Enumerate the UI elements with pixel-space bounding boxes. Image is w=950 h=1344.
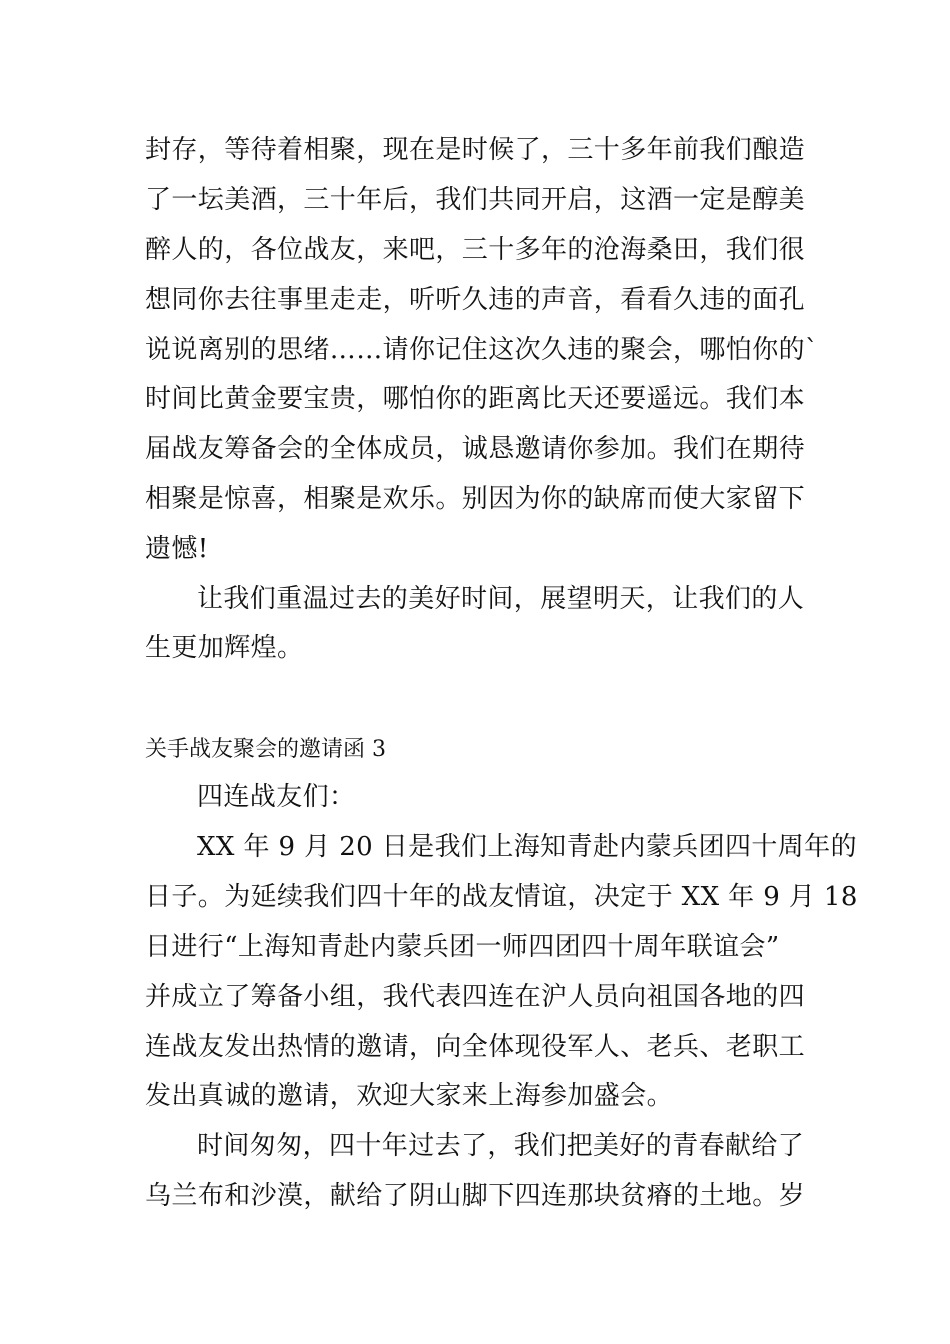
paragraph-line: 时间比黄金要宝贵，哪怕你的距离比天还要遥远。我们本 [145, 384, 806, 414]
paragraph-line: 封存，等待着相聚，现在是时候了，三十多年前我们酿造 [145, 135, 806, 165]
salutation: 四连战友们： [197, 782, 356, 812]
paragraph-line: 乌兰布和沙漠，献给了阴山脚下四连那块贫瘠的土地。岁 [145, 1181, 806, 1211]
paragraph-line: 生更加辉煌。 [145, 633, 304, 663]
paragraph-line: 并成立了筹备小组，我代表四连在沪人员向祖国各地的四 [145, 982, 806, 1012]
paragraph-line: 让我们重温过去的美好时间，展望明天，让我们的人 [197, 584, 805, 614]
paragraph-line: 相聚是惊喜，相聚是欢乐。别因为你的缺席而使大家留下 [145, 484, 806, 514]
paragraph-line: 连战友发出热情的邀请，向全体现役军人、老兵、老职工 [145, 1032, 806, 1062]
paragraph-line: 日子。为延续我们四十年的战友情谊，决定于 XX 年 9 月 18 [145, 882, 858, 912]
paragraph-line: 发出真诚的邀请，欢迎大家来上海参加盛会。 [145, 1081, 674, 1111]
paragraph-line: 想同你去往事里走走，听听久违的声音，看看久违的面孔 [145, 285, 806, 315]
paragraph-line: XX 年 9 月 20 日是我们上海知青赴内蒙兵团四十周年的 [197, 832, 857, 862]
paragraph-line: 遗憾! [145, 534, 209, 564]
paragraph-line: 日进行“上海知青赴内蒙兵团一师四团四十周年联谊会” [145, 932, 780, 962]
paragraph-line: 了一坛美酒，三十年后，我们共同开启，这酒一定是醇美 [145, 185, 806, 215]
section-title: 关手战友聚会的邀请函 3 [145, 737, 386, 762]
paragraph-line: 届战友筹备会的全体成员，诚恳邀请你参加。我们在期待 [145, 434, 806, 464]
paragraph-line: 说说离别的思绪……请你记住这次久违的聚会，哪怕你的` [145, 335, 819, 365]
paragraph-line: 时间匆匆，四十年过去了，我们把美好的青春献给了 [197, 1131, 805, 1161]
paragraph-line: 醉人的，各位战友，来吧，三十多年的沧海桑田，我们很 [145, 235, 806, 265]
